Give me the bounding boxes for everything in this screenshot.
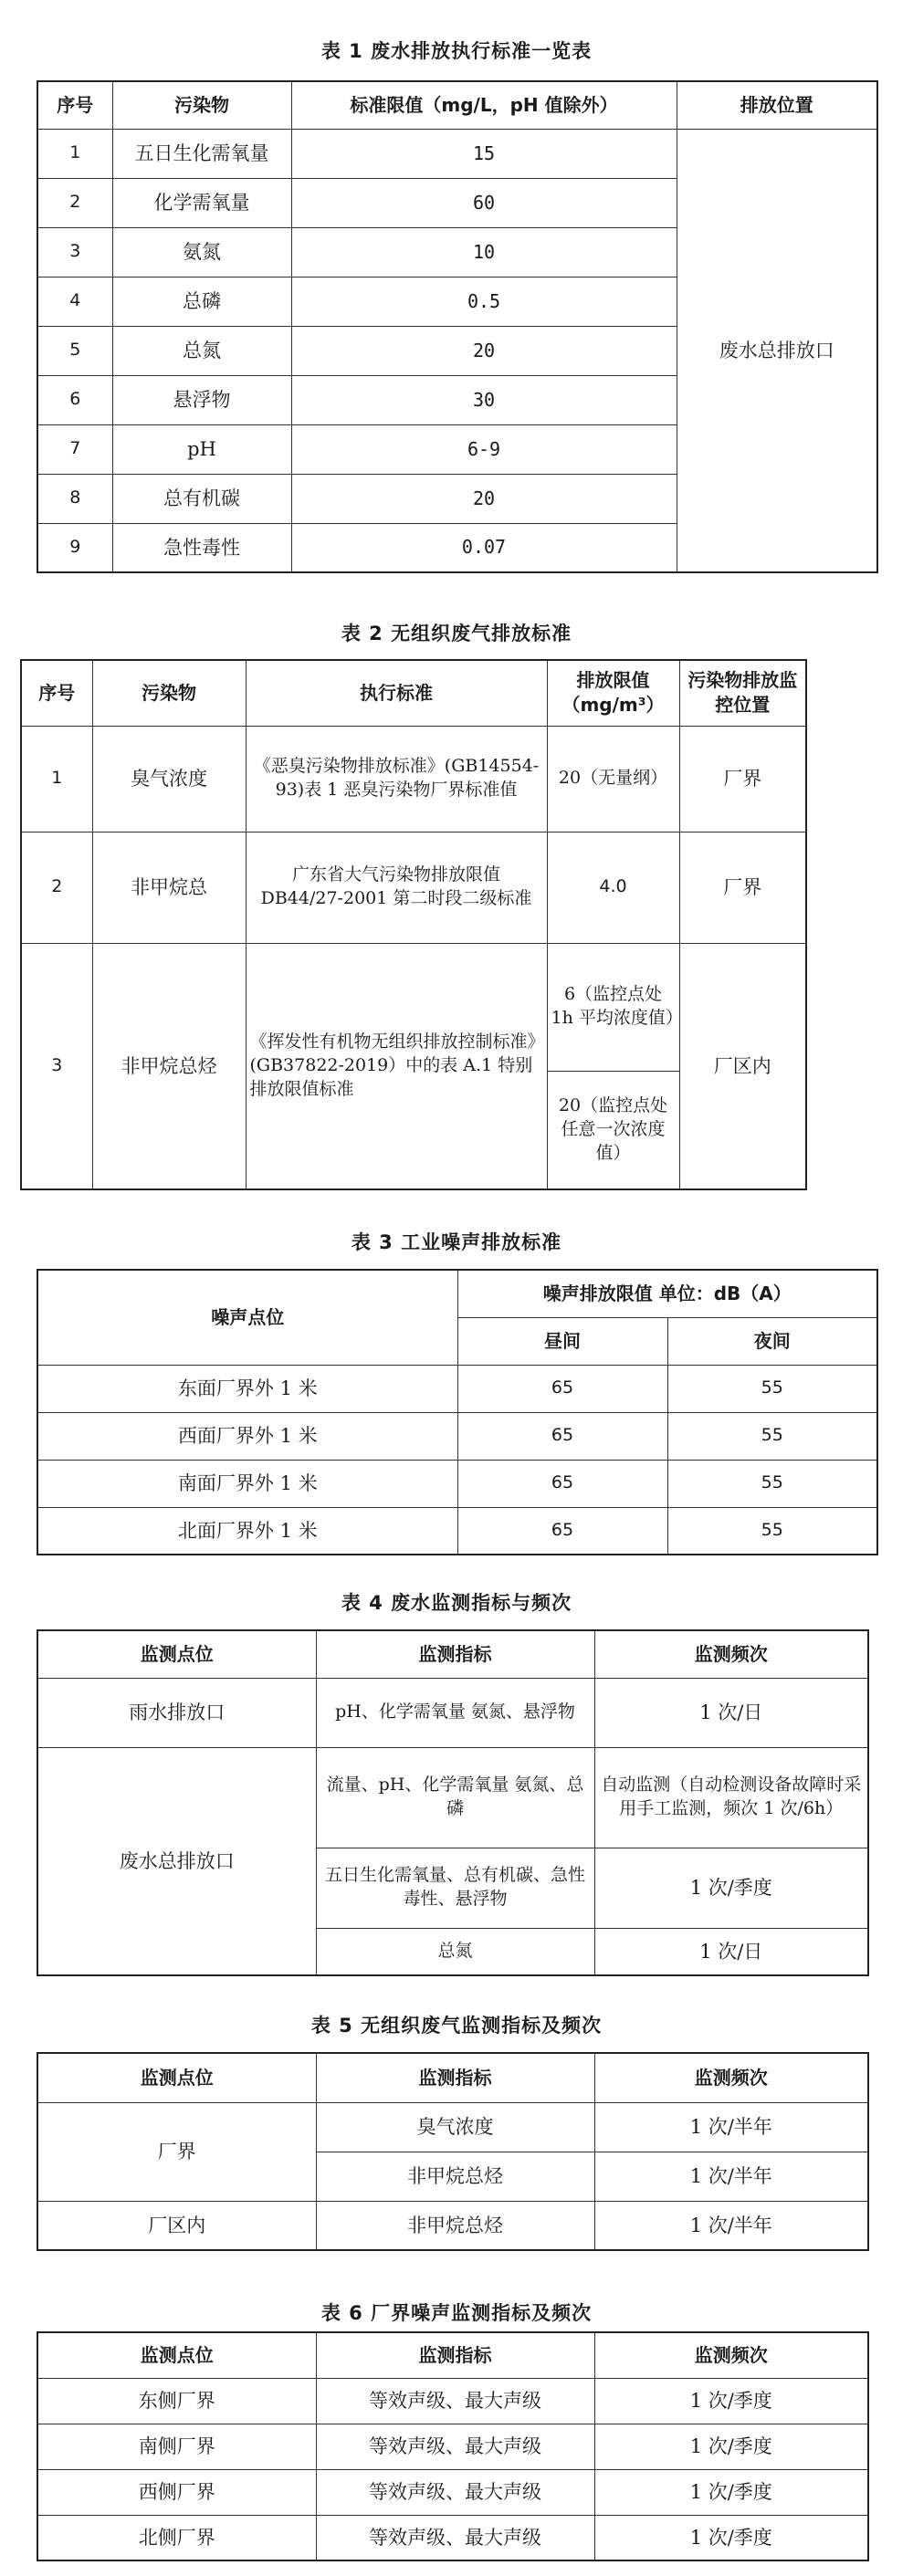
table-cell: 五日生化需氧量 — [112, 129, 291, 178]
table-cell: 2 — [37, 178, 112, 227]
table-cell: 《恶臭污染物排放标准》(GB14554-93)表 1 恶臭污染物厂界标准值 — [246, 726, 547, 832]
table-cell: 悬浮物 — [112, 375, 291, 424]
table-cell: 1 — [37, 129, 112, 178]
header-cell: 监测指标 — [316, 2332, 594, 2378]
table-cell: 7 — [37, 424, 112, 474]
header-cell: 污染物排放监控位置 — [679, 660, 806, 726]
table-row — [37, 1747, 868, 1848]
header-cell: 监测频次 — [594, 1630, 868, 1678]
table-cell: 55 — [667, 1507, 877, 1555]
table5 — [37, 2052, 869, 2251]
table-row — [37, 1507, 877, 1555]
table-header-row — [37, 1270, 877, 1317]
table-cell: 臭气浓度 — [92, 726, 246, 832]
table-cell: 流量、pH、化学需氧量 氨氮、总磷 — [316, 1747, 594, 1848]
table-cell: 6（监控点处 1h 平均浓度值） — [547, 943, 679, 1071]
table-row — [37, 1365, 877, 1412]
table-cell: 非甲烷总 — [92, 832, 246, 943]
table-cell: 55 — [667, 1365, 877, 1412]
table-cell: 1 次/日 — [594, 1928, 868, 1975]
table-cell: 1 次/季度 — [594, 2515, 868, 2560]
table-cell: 总有机碳 — [112, 474, 291, 523]
table-cell: 1 次/季度 — [594, 1848, 868, 1928]
table-cell: 厂界 — [37, 2102, 316, 2201]
header-cell: 排放限值（mg/m³） — [547, 660, 679, 726]
table-row — [37, 2201, 868, 2250]
table-row — [37, 2378, 868, 2424]
table2 — [20, 659, 807, 1190]
table-cell: 60 — [291, 178, 677, 227]
table-cell: 厂区内 — [679, 943, 806, 1189]
table-cell: 自动监测（自动检测设备故障时采用手工监测，频次 1 次/6h） — [594, 1747, 868, 1848]
table-cell: 0.07 — [291, 523, 677, 572]
table-cell: 65 — [457, 1460, 667, 1507]
table-cell: 20 — [291, 474, 677, 523]
table-cell: 西面厂界外 1 米 — [37, 1412, 457, 1460]
table-cell: 6-9 — [291, 424, 677, 474]
table4 — [37, 1629, 869, 1976]
table-header-row — [37, 2332, 868, 2378]
table-cell: 3 — [37, 227, 112, 277]
table-cell: 厂界 — [679, 726, 806, 832]
table-cell: 厂区内 — [37, 2201, 316, 2250]
table-row — [37, 1678, 868, 1747]
table-cell: 废水总排放口 — [37, 1747, 316, 1975]
table-cell: 10 — [291, 227, 677, 277]
header-cell: 监测指标 — [316, 1630, 594, 1678]
table-cell: 4 — [37, 277, 112, 326]
table3 — [37, 1269, 878, 1555]
table-cell: 非甲烷总烃 — [316, 2152, 594, 2201]
table-cell: 4.0 — [547, 832, 679, 943]
table-cell: 等效声级、最大声级 — [316, 2424, 594, 2469]
table-cell: 15 — [291, 129, 677, 178]
table-cell: 厂界 — [679, 832, 806, 943]
table-cell: 20 — [291, 326, 677, 375]
header-cell: 监测点位 — [37, 2332, 316, 2378]
table-cell: 南面厂界外 1 米 — [37, 1460, 457, 1507]
table1 — [37, 80, 878, 573]
table5-title: 表 5 无组织废气监测指标及频次 — [310, 2015, 603, 2037]
table-cell: 1 次/半年 — [594, 2201, 868, 2250]
header-cell: 污染物 — [112, 81, 291, 129]
table-row — [21, 726, 806, 832]
table-row — [37, 2102, 868, 2152]
header-cell: 监测频次 — [594, 2053, 868, 2102]
table-row — [37, 129, 877, 178]
table-cell: 总氮 — [112, 326, 291, 375]
header-cell: 监测点位 — [37, 1630, 316, 1678]
table-cell: 30 — [291, 375, 677, 424]
table-cell: 等效声级、最大声级 — [316, 2515, 594, 2560]
header-cell: 序号 — [21, 660, 92, 726]
table-cell: 五日生化需氧量、总有机碳、急性毒性、悬浮物 — [316, 1848, 594, 1928]
table-cell: 北侧厂界 — [37, 2515, 316, 2560]
table-cell: 1 次/半年 — [594, 2102, 868, 2152]
table-cell: 《挥发性有机物无组织排放控制标准》(GB37822-2019）中的表 A.1 特别排放限值标准 — [246, 943, 547, 1189]
table-cell: 65 — [457, 1507, 667, 1555]
table-cell: 非甲烷总烃 — [316, 2201, 594, 2250]
table-cell: 5 — [37, 326, 112, 375]
table-cell: 广东省大气污染物排放限值 DB44/27-2001 第二时段二级标准 — [246, 832, 547, 943]
header-cell: 排放位置 — [677, 81, 877, 129]
table-cell: 1 — [21, 726, 92, 832]
header-cell: 标准限值（mg/L，pH 值除外） — [291, 81, 677, 129]
table-cell: 55 — [667, 1412, 877, 1460]
table-row — [37, 1460, 877, 1507]
table-cell: 55 — [667, 1460, 877, 1507]
table-cell: 东侧厂界 — [37, 2378, 316, 2424]
table6-title: 表 6 厂界噪声监测指标及频次 — [320, 2302, 593, 2324]
table-cell: 65 — [457, 1412, 667, 1460]
discharge-location-cell: 废水总排放口 — [677, 129, 877, 572]
table-cell: 1 次/日 — [594, 1678, 868, 1747]
table6 — [37, 2331, 869, 2561]
table-header-row — [21, 660, 806, 726]
table-row — [37, 1412, 877, 1460]
table-cell: 雨水排放口 — [37, 1678, 316, 1747]
table-cell: pH — [112, 424, 291, 474]
table-cell: pH、化学需氧量 氨氮、悬浮物 — [316, 1678, 594, 1747]
header-cell: 监测指标 — [316, 2053, 594, 2102]
table-cell: 总氮 — [316, 1928, 594, 1975]
table-row — [21, 943, 806, 1071]
table-header-row — [37, 1630, 868, 1678]
table-cell: 东面厂界外 1 米 — [37, 1365, 457, 1412]
table-cell: 臭气浓度 — [316, 2102, 594, 2152]
table-cell: 等效声级、最大声级 — [316, 2378, 594, 2424]
header-cell: 污染物 — [92, 660, 246, 726]
table-cell: 1 次/季度 — [594, 2424, 868, 2469]
header-cell: 噪声点位 — [37, 1270, 457, 1365]
table1-title: 表 1 废水排放执行标准一览表 — [320, 40, 593, 62]
table-cell: 6 — [37, 375, 112, 424]
header-cell: 夜间 — [667, 1317, 877, 1365]
table-cell: 氨氮 — [112, 227, 291, 277]
table-cell: 20（无量纲） — [547, 726, 679, 832]
table-cell: 总磷 — [112, 277, 291, 326]
table-row — [21, 832, 806, 943]
table3-title: 表 3 工业噪声排放标准 — [351, 1231, 562, 1253]
table-cell: 65 — [457, 1365, 667, 1412]
table-header-row — [37, 81, 877, 129]
table-cell: 非甲烷总烃 — [92, 943, 246, 1189]
table2-title: 表 2 无组织废气排放标准 — [341, 623, 572, 644]
table-row — [37, 2424, 868, 2469]
table-cell: 8 — [37, 474, 112, 523]
table4-title: 表 4 废水监测指标与频次 — [341, 1592, 572, 1614]
table-cell: 9 — [37, 523, 112, 572]
table-cell: 等效声级、最大声级 — [316, 2469, 594, 2515]
table-cell: 2 — [21, 832, 92, 943]
table-row — [37, 2515, 868, 2560]
header-cell: 执行标准 — [246, 660, 547, 726]
header-cell: 序号 — [37, 81, 112, 129]
table-cell: 1 次/季度 — [594, 2469, 868, 2515]
table-cell: 急性毒性 — [112, 523, 291, 572]
table-cell: 3 — [21, 943, 92, 1189]
table-cell: 南侧厂界 — [37, 2424, 316, 2469]
table-cell: 1 次/半年 — [594, 2152, 868, 2201]
table-row — [37, 2469, 868, 2515]
table-cell: 20（监控点处任意一次浓度值） — [547, 1071, 679, 1189]
table-cell: 0.5 — [291, 277, 677, 326]
table-header-row — [37, 2053, 868, 2102]
header-cell: 昼间 — [457, 1317, 667, 1365]
table-cell: 西侧厂界 — [37, 2469, 316, 2515]
table-cell: 北面厂界外 1 米 — [37, 1507, 457, 1555]
header-cell: 噪声排放限值 单位：dB（A） — [457, 1270, 877, 1317]
table-cell: 化学需氧量 — [112, 178, 291, 227]
header-cell: 监测点位 — [37, 2053, 316, 2102]
header-cell: 监测频次 — [594, 2332, 868, 2378]
table-cell: 1 次/季度 — [594, 2378, 868, 2424]
